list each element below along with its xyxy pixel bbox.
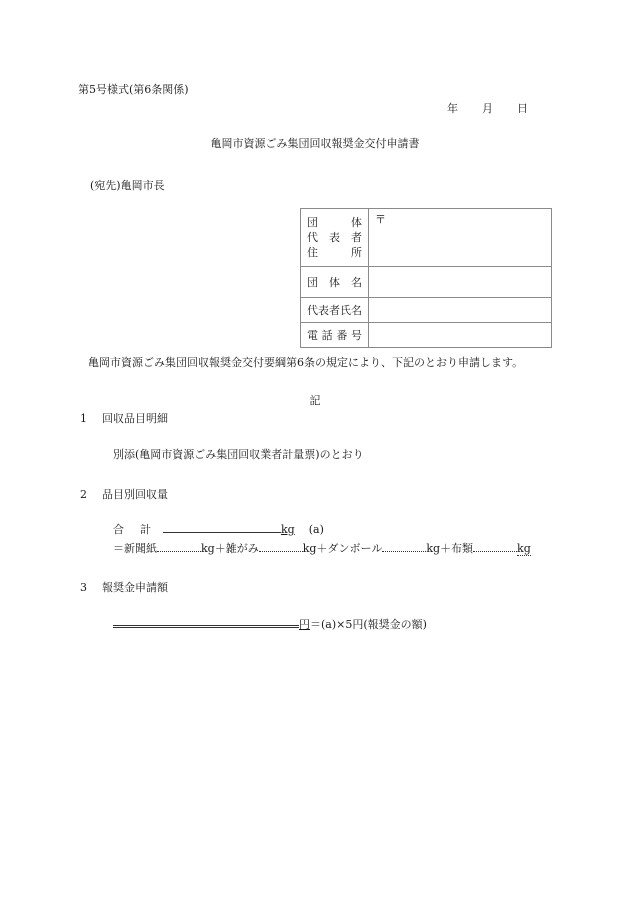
section-3-title: 報奨金申請額 [102, 581, 168, 594]
address-label-line-3: 住 所 [307, 246, 362, 259]
section-2-heading [80, 486, 168, 502]
cardboard-field[interactable] [382, 539, 426, 552]
section-1-detail: 別添(亀岡市資源ごみ集団回収業者計量票)のとおり [113, 448, 364, 461]
cloth-field[interactable] [473, 539, 517, 552]
date-day: 日 [517, 102, 528, 115]
reward-amount-field[interactable] [113, 613, 299, 628]
date-year: 年 [447, 102, 458, 115]
section-1-title: 回収品目明細 [102, 412, 168, 425]
applicant-table [300, 208, 552, 348]
newspaper-field[interactable] [157, 539, 201, 552]
cloth-label: kg＋布類 [426, 542, 474, 555]
ki-marker: 記 [309, 394, 321, 407]
group-name-field[interactable] [369, 267, 552, 298]
addressee: (宛先)亀岡市長 [90, 179, 165, 192]
address-label [301, 209, 369, 267]
address-field[interactable] [369, 209, 552, 267]
phone-field[interactable] [369, 323, 552, 348]
section-2-number: 2 [80, 488, 87, 501]
address-row [301, 209, 552, 267]
group-name-label: 団体名 [307, 275, 362, 289]
misc-paper-field[interactable] [259, 539, 303, 552]
reward-line [113, 613, 427, 632]
total-label-1: 合 [113, 523, 124, 536]
group-name-row [301, 267, 552, 298]
cloth-unit: kg [517, 542, 531, 555]
total-unit: kg [281, 523, 295, 536]
rep-name-field[interactable] [369, 298, 552, 323]
section-2-title: 品目別回収量 [102, 488, 168, 501]
total-label-2: 計 [140, 523, 151, 536]
rep-name-label: 代表者氏名 [307, 303, 362, 317]
date-line [447, 100, 528, 116]
rep-name-row [301, 298, 552, 323]
breakdown-line [113, 539, 531, 556]
phone-row [301, 323, 552, 348]
postal-mark: 〒 [375, 213, 386, 226]
form-number: 第5号様式(第6条関係) [78, 83, 189, 96]
total-line [113, 520, 324, 537]
cardboard-label: kg＋ダンボール [302, 542, 383, 555]
section-3-number: 3 [80, 581, 87, 594]
yen-unit: 円 [299, 618, 310, 631]
address-label-line-2: 代表者 [307, 231, 362, 244]
section-1-heading [80, 410, 168, 426]
address-label-line-1: 団 体 [307, 216, 362, 229]
misc-paper-label: kg＋雑がみ [201, 542, 259, 555]
phone-label-cell [301, 323, 369, 348]
body-text: 亀岡市資源ごみ集団回収報奨金交付要綱第6条の規定により、下記のとおり申請します。 [88, 356, 524, 369]
date-month: 月 [482, 102, 493, 115]
rep-name-label-cell [301, 298, 369, 323]
section-1-number: 1 [80, 412, 87, 425]
total-mark: (a) [308, 523, 324, 536]
document-title: 亀岡市資源ごみ集団回収報奨金交付申請書 [210, 137, 420, 150]
group-name-label-cell [301, 267, 369, 298]
phone-label: 電話番号 [307, 328, 362, 342]
total-amount-field[interactable] [163, 520, 281, 533]
newspaper-label: ＝新聞紙 [113, 542, 157, 555]
section-3-heading [80, 579, 168, 595]
reward-formula: ＝(a)×5円(報奨金の額) [310, 618, 427, 631]
